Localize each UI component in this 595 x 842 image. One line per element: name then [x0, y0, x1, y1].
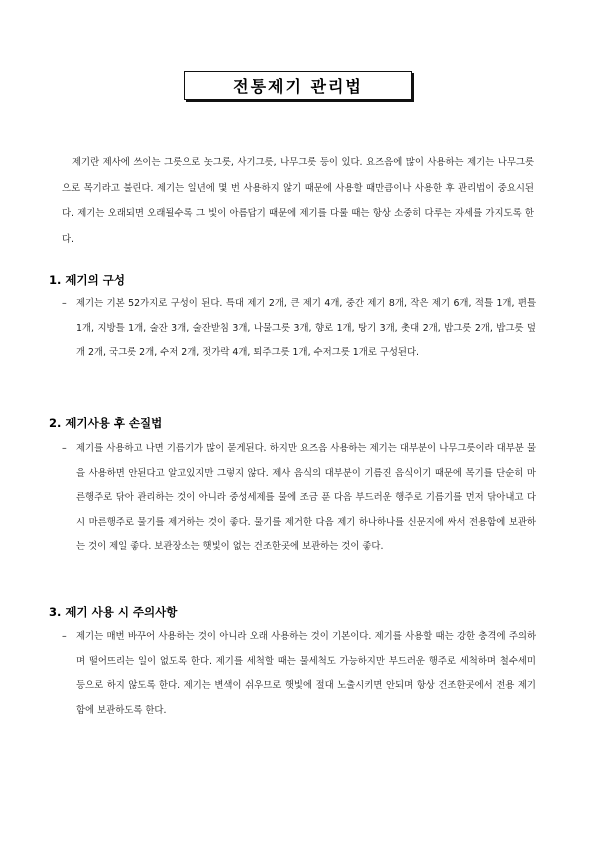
- dash-marker: –: [62, 443, 67, 454]
- dash-marker: –: [62, 298, 67, 309]
- section-heading-composition: 1. 제기의 구성: [49, 273, 125, 287]
- section-heading-cleaning: 2. 제기사용 후 손질법: [49, 416, 163, 430]
- dash-marker: –: [62, 631, 67, 642]
- section-text-cleaning: 제기를 사용하고 나면 기름기가 많이 묻게된다. 하지만 요즈음 사용하는 제기는 대부분이 나무그릇이라 대부분 물을 사용하면 안된다고 알고있지만 그렇지 않다. 제사 음식의 대부분이 기름진 음식이기 때문에 목기를 단순히 마른행주로 닦아 관리하는 것이 아니라 중성세제를 물에 조금 푼 다음 부드러운 행주로 기름기를 먼저 닦아내고 다시 마른행주로 물기를 제거하는 것이 좋다. 물기를 제거한 다음 제기 하나하나를 신문지에 싸서 전용함에 보관하는 것이 제일 좋다. 보관장소는 햇빛이 없는 건조한곳에 보관하는 것이 좋다.: [76, 443, 536, 552]
- section-text-precautions: 제기는 매번 바꾸어 사용하는 것이 아니라 오래 사용하는 것이 기본이다. 제기를 사용할 때는 강한 충격에 주의하며 떨어뜨리는 일이 없도록 한다. 제기를 세척할 때는 물세척도 가능하지만 부드러운 행주로 세척하며 철수세미 등으로 하지 않도록 한다. 제기는 변색이 쉬우므로 햇빛에 절대 노출시키면 안되며 항상 건조한곳에서 전용 제기함에 보관하도록 한다.: [76, 631, 536, 716]
- section-body-cleaning: [62, 437, 536, 560]
- section-text-composition: 제기는 기본 52가지로 구성이 된다. 특대 제기 2개, 큰 제기 4개, 중간 제기 8개, 작은 제기 6개, 적틀 1개, 편틀 1개, 지방틀 1개, 술잔 3개, 술잔받침 3개, 나물그릇 3개, 향로 1개, 탕기 3개, 촛대 2개, 밥그릇 2개, 밥그릇 덮개 2개, 국그릇 2개, 수저 2개, 젓가락 4개, 퇴주그릇 1개, 수저그릇 1개로 구성된다.: [76, 298, 536, 358]
- section-body-precautions: [62, 625, 536, 723]
- title-box: [184, 71, 412, 100]
- section-heading-precautions: 3. 제기 사용 시 주의사항: [49, 605, 178, 619]
- document-title: 전통제기 관리법: [233, 77, 363, 96]
- intro-paragraph: 제기란 제사에 쓰이는 그릇으로 놋그릇, 사기그릇, 나무그릇 등이 있다. 요즈음에 많이 사용하는 제기는 나무그릇으로 목기라고 불린다. 제기는 일년에 몇 번 사용하지 않기 때문에 사용할 때만큼이나 사용한 후 관리법이 중요시된다. 제기는 오래되면 오래될수록 그 빛이 아름답기 때문에 제기를 다룰 때는 항상 소중히 다루는 자세를 가지도록 한다.: [62, 157, 534, 245]
- section-body-composition: [62, 292, 536, 366]
